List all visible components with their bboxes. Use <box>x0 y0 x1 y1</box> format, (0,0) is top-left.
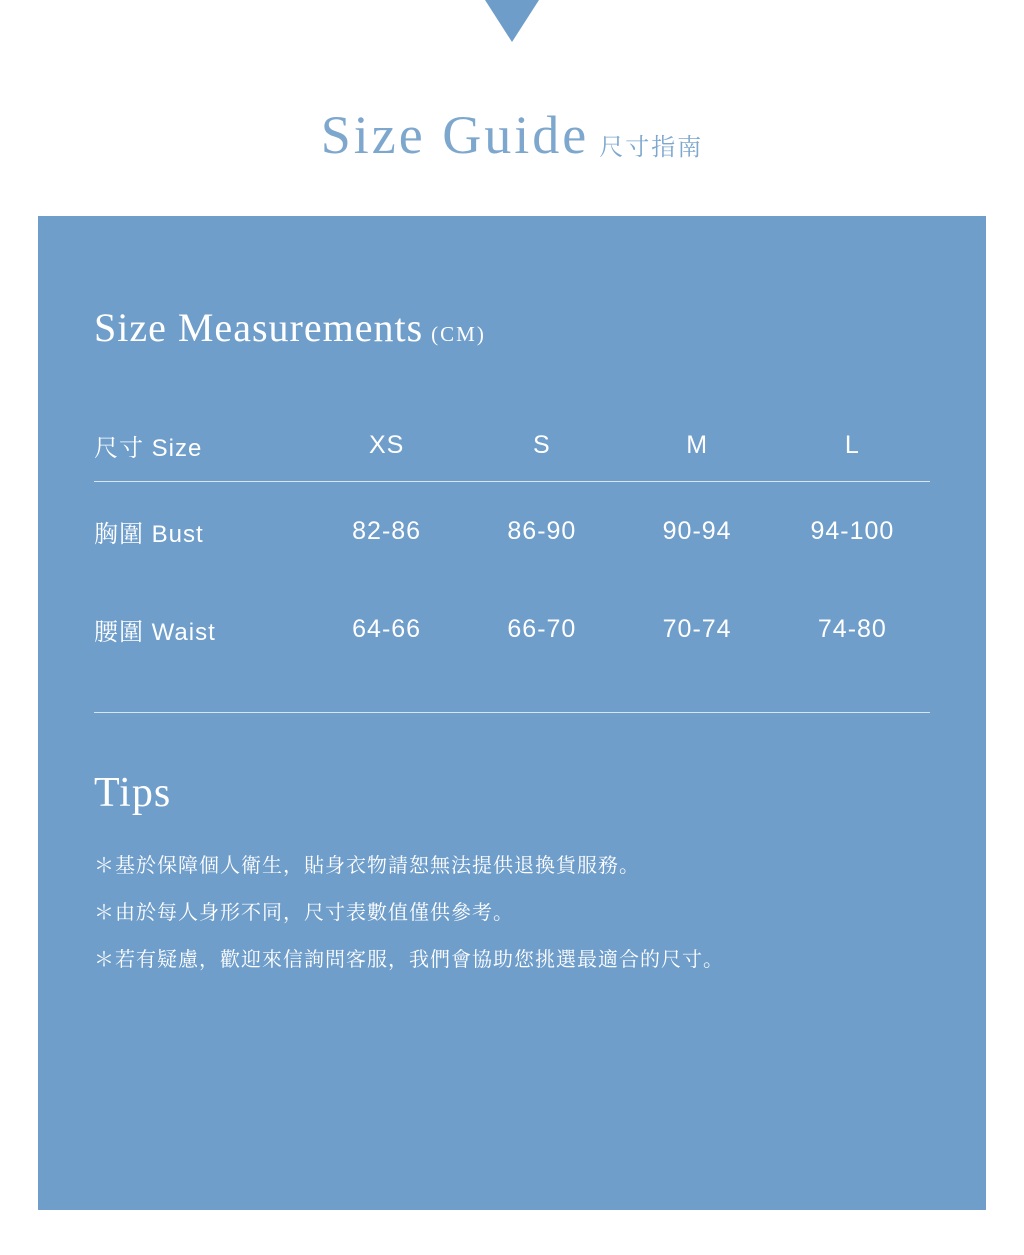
row-label-bust: 胸圍 Bust <box>94 520 204 548</box>
waist-xs: 64-66 <box>352 614 422 643</box>
table-header-s: S <box>533 430 551 459</box>
list-item: ＊由於每人身形不同，尺寸表數值僅供參考。 <box>94 902 514 924</box>
section-title <box>94 304 930 351</box>
size-measurements-table <box>94 409 930 678</box>
waist-s: 66-70 <box>507 614 577 643</box>
triangle-down-icon <box>485 0 539 42</box>
row-label-waist: 腰圍 Waist <box>94 618 216 646</box>
scroll-down-arrow <box>0 0 1024 46</box>
table-header-l: L <box>844 430 860 459</box>
size-panel <box>38 216 986 1210</box>
table-header-row <box>94 409 930 482</box>
table-row <box>94 580 930 678</box>
bust-s: 86-90 <box>507 516 577 545</box>
tips-list <box>94 843 930 984</box>
section-title-en: Size Measurements <box>94 305 424 350</box>
page-title <box>0 104 1024 166</box>
page-title-zh: 尺寸指南 <box>599 134 704 161</box>
table-row <box>94 482 930 581</box>
table-header-xs: XS <box>368 430 405 459</box>
tips-title: Tips <box>94 770 172 816</box>
table-bottom-divider <box>94 712 930 713</box>
list-item: ＊若有疑慮，歡迎來信詢問客服，我們會協助您挑選最適合的尺寸。 <box>94 949 724 971</box>
page-title-en: Size Guide <box>320 105 590 165</box>
table-header-size: 尺寸 Size <box>94 434 203 462</box>
waist-l: 74-80 <box>817 614 887 643</box>
bust-m: 90-94 <box>662 516 732 545</box>
table-header-m: M <box>686 430 709 459</box>
waist-m: 70-74 <box>662 614 732 643</box>
size-panel-content <box>38 216 986 1210</box>
list-item: ＊基於保障個人衛生，貼身衣物請恕無法提供退換貨服務。 <box>94 855 640 877</box>
section-title-unit: (CM) <box>431 322 486 346</box>
bust-xs: 82-86 <box>352 516 422 545</box>
bust-l: 94-100 <box>810 516 895 545</box>
